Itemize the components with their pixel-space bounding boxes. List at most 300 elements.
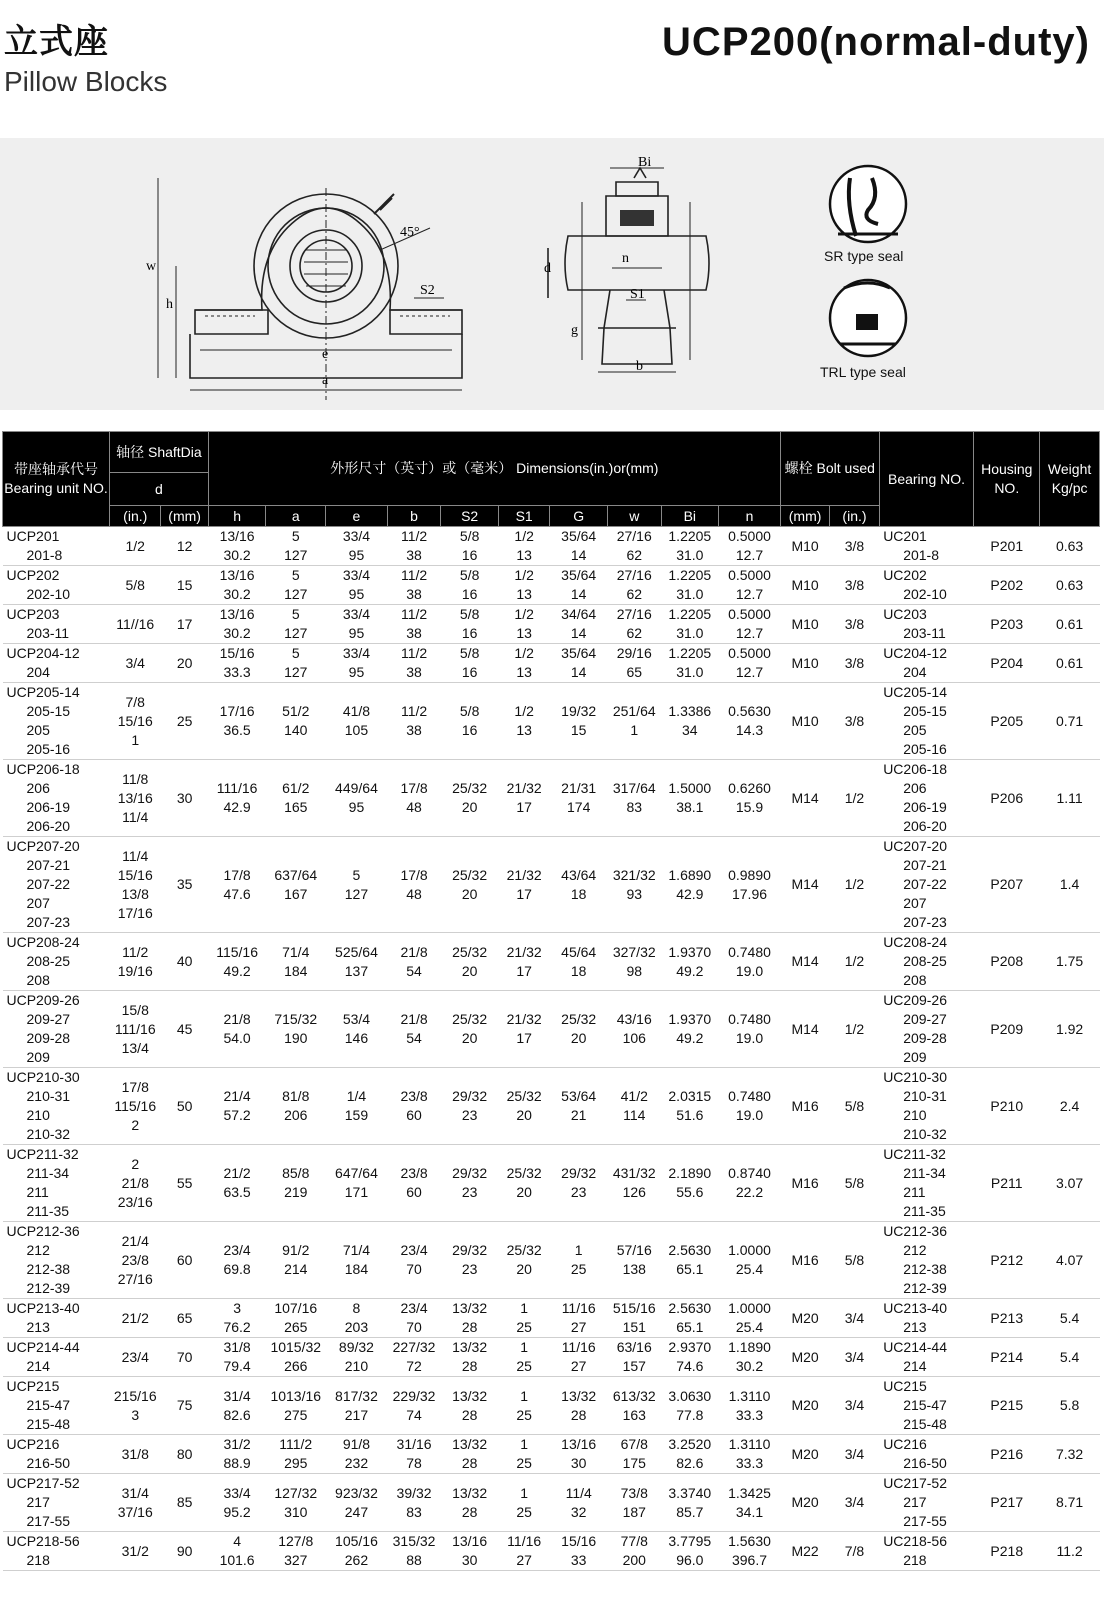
cell-line: 165	[284, 799, 308, 815]
dim-label-s1: S1	[630, 287, 645, 302]
dim-cell	[550, 683, 608, 760]
cell-line: M22	[791, 1542, 819, 1559]
cell-line: 38.1	[676, 799, 704, 815]
trl-seal-icon	[830, 280, 906, 356]
bolt-mm-cell	[780, 991, 829, 1068]
bolt-mm-cell	[780, 527, 829, 566]
cell-line: 1.2205	[668, 645, 712, 661]
header-bolt-in: (in.)	[830, 506, 879, 527]
cell-line: 33	[570, 1552, 587, 1568]
shaft-mm-cell	[161, 566, 208, 605]
cell-line: 43/16	[616, 1011, 652, 1027]
dim-cell	[441, 1145, 499, 1222]
housing-no-cell	[974, 527, 1040, 566]
cell-line: 30.2	[223, 625, 251, 641]
cell-line: 76.2	[223, 1319, 251, 1335]
cell-line: 174	[567, 799, 591, 815]
unit-no-cell	[3, 1377, 110, 1435]
dim-cell	[326, 1145, 388, 1222]
cell-line: 33/4	[342, 606, 371, 622]
cell-line: UCP207-20	[6, 838, 80, 854]
cell-line: 48	[406, 799, 422, 815]
cell-line: 211	[903, 1184, 926, 1200]
cell-line: 25/32	[506, 1165, 542, 1181]
cell-line: 16	[461, 586, 478, 602]
cell-line: 2.5630	[668, 1300, 712, 1316]
header-dim-w: w	[608, 506, 662, 527]
cell-line: 1	[630, 722, 639, 738]
dim-cell	[608, 527, 662, 566]
dim-cell	[441, 1435, 499, 1474]
cell-line: 23/4	[223, 1242, 251, 1258]
dim-cell	[266, 1145, 326, 1222]
header-shaft-in: (in.)	[110, 506, 161, 527]
shaft-in-cell	[110, 1338, 161, 1377]
cell-line: 31/2	[223, 1436, 251, 1452]
cell-line: 215-47	[903, 1397, 947, 1413]
dim-cell	[326, 683, 388, 760]
cell-line: 5/8	[459, 528, 480, 544]
dim-cell	[498, 837, 549, 933]
cell-line: 75	[176, 1397, 193, 1413]
dim-cell	[266, 991, 326, 1068]
cell-line: 60	[406, 1107, 422, 1123]
cell-line: 23	[461, 1184, 478, 1200]
dim-label-s2: S2	[420, 283, 435, 298]
dim-cell	[387, 1474, 441, 1532]
cell-line: 1.1890	[728, 1339, 771, 1355]
bearing-no-cell	[879, 1068, 974, 1145]
cell-line: 184	[284, 962, 308, 979]
cell-line: UCP213-40	[6, 1300, 80, 1316]
dim-cell	[550, 1145, 608, 1222]
spec-table-body	[3, 527, 1100, 1571]
cell-line: 317/64	[612, 780, 656, 796]
cell-line: 25	[516, 1455, 532, 1471]
cell-line: 923/32	[335, 1484, 378, 1501]
cell-line: 217-55	[903, 1513, 947, 1529]
cell-line: 33.3	[223, 664, 251, 680]
cell-line: 205-15	[903, 703, 947, 719]
housing-no-cell	[974, 933, 1040, 991]
unit-no-cell	[3, 683, 110, 760]
dim-cell	[387, 933, 441, 991]
cell-line: 48	[406, 885, 422, 902]
dim-cell	[208, 1474, 266, 1532]
cell-line: UC210-30	[883, 1069, 948, 1085]
cell-line: 216-50	[903, 1455, 947, 1471]
cell-line: 23	[461, 1261, 478, 1277]
header-bolt-used: 螺栓 Bolt used	[780, 432, 879, 506]
unit-no-cell	[3, 760, 110, 837]
cell-line: 275	[284, 1406, 308, 1423]
cell-line: P205	[990, 712, 1024, 729]
dim-cell	[608, 644, 662, 683]
cell-line: 15/16	[117, 866, 153, 883]
cell-line: 28	[461, 1319, 478, 1335]
cell-line: 1/2	[844, 876, 865, 892]
cell-line: 57.2	[223, 1107, 251, 1123]
dim-cell	[719, 991, 781, 1068]
bolt-in-cell	[830, 644, 879, 683]
dim-cell	[550, 991, 608, 1068]
cell-line: 209-27	[903, 1011, 947, 1027]
cell-line: 5/8	[844, 1251, 865, 1268]
dim-cell	[608, 1338, 662, 1377]
cell-line: 21/8	[121, 1174, 149, 1191]
cell-line: M10	[791, 712, 819, 729]
cell-line: 15/8	[121, 1001, 149, 1018]
cell-line: 0.7480	[728, 1011, 771, 1027]
cell-line: 12.7	[735, 586, 764, 602]
page-title-cn: 立式座	[4, 22, 109, 62]
cell-line: 54	[406, 1030, 422, 1046]
dim-cell	[498, 1435, 549, 1474]
bolt-mm-cell	[780, 1299, 829, 1338]
cell-line: 11/16	[507, 1533, 542, 1549]
dim-cell	[608, 991, 662, 1068]
cell-line: P216	[990, 1445, 1024, 1462]
shaft-mm-cell	[161, 837, 208, 933]
bolt-mm-cell	[780, 683, 829, 760]
unit-no-cell	[3, 527, 110, 566]
unit-no-cell	[3, 1435, 110, 1474]
cell-line: 20	[461, 1030, 478, 1046]
cell-line: 19.0	[735, 962, 764, 979]
weight-cell	[1040, 566, 1100, 605]
cell-line: 207-22	[26, 876, 71, 892]
cell-line: 396.7	[731, 1552, 768, 1568]
cell-line: 63.5	[223, 1184, 251, 1200]
cell-line: 1	[520, 1339, 529, 1355]
cell-line: 33/4	[342, 528, 371, 544]
cell-line: 38	[406, 547, 422, 563]
cell-line: 207-23	[903, 914, 947, 930]
trl-seal-label: TRL type seal	[820, 364, 906, 380]
cell-line: 203-11	[903, 625, 946, 641]
dim-cell	[550, 1474, 608, 1532]
cell-line: 54.0	[223, 1030, 251, 1046]
cell-line: 25/32	[452, 943, 488, 960]
cell-line: 1	[520, 1436, 529, 1452]
cell-line: 1.2205	[668, 606, 712, 622]
cell-line: 205-16	[903, 741, 947, 757]
shaft-in-cell	[110, 1532, 161, 1571]
cell-line: 327	[284, 1552, 308, 1568]
cell-line: 29/32	[561, 1165, 597, 1181]
dim-cell	[719, 644, 781, 683]
cell-line: 11/2	[122, 943, 149, 960]
cell-line: 21/32	[506, 943, 542, 960]
dim-label-angle: 45°	[400, 225, 420, 240]
cell-line: 89/32	[338, 1339, 374, 1355]
cell-line: UC209-26	[883, 992, 948, 1008]
cell-line: 33/4	[342, 645, 371, 661]
cell-line: 38	[406, 664, 422, 680]
cell-line: 13/32	[452, 1387, 488, 1404]
cell-line: 1015/32	[270, 1339, 322, 1355]
bearing-no-cell	[879, 1435, 974, 1474]
housing-no-cell	[974, 760, 1040, 837]
cell-line: 21/32	[506, 1011, 542, 1027]
cell-line: 31/8	[223, 1339, 251, 1355]
cell-line: 38	[406, 586, 422, 602]
cell-line: 13/16	[117, 789, 153, 806]
cell-line: 13	[516, 547, 532, 563]
cell-line: 1.0000	[728, 1242, 771, 1258]
dim-cell	[661, 933, 719, 991]
cell-line: M10	[791, 576, 819, 593]
cell-line: 637/64	[274, 866, 318, 883]
dim-cell	[498, 1377, 549, 1435]
cell-line: 2.4	[1059, 1097, 1080, 1114]
dim-cell	[608, 1222, 662, 1299]
cell-line: 14	[570, 625, 587, 641]
cell-line: 25/32	[452, 780, 488, 796]
cell-line: 171	[344, 1184, 369, 1200]
table-row	[3, 760, 1100, 837]
cell-line: 431/32	[612, 1165, 656, 1181]
cell-line: 217	[903, 1494, 927, 1510]
cell-line: 28	[461, 1358, 478, 1374]
dim-cell	[608, 837, 662, 933]
cell-line: 5.4	[1059, 1309, 1080, 1326]
dim-cell	[326, 644, 388, 683]
cell-line: 14	[570, 586, 587, 602]
cell-line: 13/32	[452, 1300, 488, 1316]
cell-line: 74	[406, 1406, 422, 1423]
shaft-mm-cell	[161, 527, 208, 566]
sr-seal-label: SR type seal	[824, 248, 904, 264]
cell-line: 127	[284, 625, 308, 641]
header-dim-h: h	[208, 506, 266, 527]
cell-line: UCP212-36	[6, 1223, 80, 1239]
dim-cell	[661, 760, 719, 837]
shaft-mm-cell	[161, 991, 208, 1068]
cell-line: 20	[461, 885, 478, 902]
cell-line: 11/4	[122, 808, 149, 825]
cell-line: 1/2	[125, 537, 145, 554]
dim-cell	[550, 527, 608, 566]
cell-line: 127/32	[274, 1484, 318, 1501]
cell-line: 12.7	[735, 547, 764, 563]
cell-line: 210	[903, 1107, 927, 1123]
dim-label-b: b	[636, 359, 643, 374]
dim-cell	[608, 1068, 662, 1145]
bearing-no-cell	[879, 683, 974, 760]
bolt-in-cell	[830, 1377, 879, 1435]
cell-line: 167	[284, 885, 308, 902]
bolt-mm-cell	[780, 1474, 829, 1532]
cell-line: 211	[26, 1184, 49, 1200]
shaft-in-cell	[110, 683, 161, 760]
table-row	[3, 605, 1100, 644]
cell-line: 209	[903, 1049, 927, 1065]
table-row	[3, 1474, 1100, 1532]
dim-cell	[608, 1377, 662, 1435]
cell-line: 1.75	[1055, 953, 1084, 969]
cell-line: 3.3740	[668, 1484, 712, 1501]
dim-cell	[550, 1435, 608, 1474]
cell-line: 25/32	[506, 1088, 542, 1104]
cell-line: 212-38	[903, 1261, 947, 1277]
cell-line: 5/8	[459, 606, 480, 622]
cell-line: 95	[348, 547, 365, 563]
dim-cell	[661, 605, 719, 644]
table-row	[3, 1222, 1100, 1299]
dim-cell	[550, 837, 608, 933]
cell-line: 27/16	[616, 567, 652, 583]
cell-line: 15/16	[117, 712, 153, 729]
shaft-in-cell	[110, 1435, 161, 1474]
dim-cell	[608, 933, 662, 991]
dim-cell	[266, 933, 326, 991]
dim-cell	[441, 1068, 499, 1145]
bolt-mm-cell	[780, 605, 829, 644]
unit-no-cell	[3, 1068, 110, 1145]
housing-no-cell	[974, 605, 1040, 644]
dim-label-h: h	[166, 297, 173, 312]
cell-line: 13/8	[121, 885, 149, 902]
dim-cell	[387, 566, 441, 605]
cell-line: 310	[284, 1503, 308, 1520]
cell-line: 17	[516, 885, 532, 902]
cell-line: 209-28	[26, 1030, 71, 1046]
cell-line: P212	[990, 1251, 1024, 1268]
cell-line: 21	[570, 1107, 587, 1123]
dim-cell	[719, 605, 781, 644]
cell-line: 23	[461, 1107, 478, 1123]
dim-label-g: g	[571, 323, 578, 338]
bearing-no-cell	[879, 1299, 974, 1338]
cell-line: 213	[903, 1319, 927, 1335]
cell-line: 1.2205	[668, 528, 712, 544]
dim-cell	[266, 1299, 326, 1338]
dim-cell	[498, 1145, 549, 1222]
bearing-no-cell	[879, 644, 974, 683]
cell-line: 21/4	[121, 1232, 149, 1249]
cell-line: 227/32	[392, 1339, 436, 1355]
dim-cell	[719, 837, 781, 933]
cell-line: 23/8	[400, 1088, 428, 1104]
dim-cell	[498, 1474, 549, 1532]
dim-cell	[266, 1338, 326, 1377]
housing-no-cell	[974, 1377, 1040, 1435]
cell-line: 5/8	[844, 1174, 865, 1191]
cell-line: 11/4	[122, 847, 149, 864]
cell-line: UCP216	[6, 1436, 60, 1452]
dim-cell	[387, 837, 441, 933]
cell-line: 229/32	[392, 1387, 436, 1404]
cell-line: P213	[990, 1309, 1024, 1326]
cell-line: 31.0	[676, 625, 704, 641]
cell-line: 205	[903, 722, 927, 738]
cell-line: 206-20	[903, 818, 947, 834]
header-dim-e: e	[326, 506, 388, 527]
cell-line: 96.0	[676, 1552, 704, 1568]
cell-line: 212-38	[26, 1261, 71, 1277]
cell-line: 210-32	[903, 1126, 947, 1142]
unit-no-cell	[3, 566, 110, 605]
cell-line: 25	[516, 1503, 532, 1520]
dim-cell	[550, 1068, 608, 1145]
cell-line: 214	[26, 1358, 50, 1374]
bolt-mm-cell	[780, 566, 829, 605]
cell-line: 11.2	[1056, 1542, 1083, 1559]
cell-line: 61/2	[282, 780, 310, 796]
cell-line: 3.7795	[668, 1533, 712, 1549]
bearing-no-cell	[879, 1532, 974, 1571]
cell-line: 54	[406, 962, 422, 979]
cell-line: 206	[903, 780, 927, 796]
dim-cell	[266, 1532, 326, 1571]
cell-line: 33.3	[735, 1455, 764, 1471]
dim-cell	[326, 1474, 388, 1532]
cell-line: 42.9	[223, 799, 251, 815]
cell-line: 25	[516, 1358, 532, 1374]
spec-table	[2, 431, 1100, 1571]
cell-line: 4	[233, 1533, 241, 1549]
cell-line: 31.0	[676, 586, 704, 602]
cell-line: 53/4	[342, 1011, 371, 1027]
cell-line: 3/4	[844, 1397, 865, 1413]
cell-line: 27/16	[616, 606, 652, 622]
cell-line: 25.4	[735, 1261, 764, 1277]
cell-line: 60	[176, 1251, 193, 1268]
shaft-mm-cell	[161, 683, 208, 760]
cell-line: 3/4	[125, 654, 145, 671]
shaft-mm-cell	[161, 1474, 208, 1532]
cell-line: 17/8	[400, 866, 428, 883]
cell-line: 0.5000	[728, 606, 771, 622]
cell-line: 17	[516, 799, 532, 815]
cell-line: P217	[990, 1494, 1024, 1510]
cell-line: 212-39	[26, 1280, 71, 1296]
dim-cell	[719, 527, 781, 566]
cell-line: 33/4	[342, 567, 371, 583]
dim-cell	[661, 1145, 719, 1222]
cell-line: 49.2	[223, 962, 251, 979]
cell-line: 5/8	[459, 567, 480, 583]
bolt-mm-cell	[780, 1435, 829, 1474]
weight-cell	[1040, 527, 1100, 566]
cell-line: 206-19	[903, 799, 947, 815]
cell-line: 262	[344, 1552, 369, 1568]
cell-line: P206	[990, 789, 1024, 806]
dim-cell	[266, 527, 326, 566]
shaft-in-cell	[110, 1222, 161, 1299]
dim-cell	[326, 566, 388, 605]
cell-line: 0.5630	[728, 703, 771, 719]
header-shaft-d: d	[110, 473, 209, 506]
dim-cell	[498, 1299, 549, 1338]
cell-line: M10	[791, 615, 819, 632]
dim-cell	[550, 1377, 608, 1435]
cell-line: 1/2	[514, 703, 534, 719]
cell-line: 23/8	[121, 1251, 149, 1268]
cell-line: 0.63	[1055, 576, 1084, 593]
table-row	[3, 1299, 1100, 1338]
dim-cell	[498, 933, 549, 991]
cell-line: 28	[461, 1455, 478, 1471]
cell-line: 51/2	[282, 703, 310, 719]
shaft-in-cell	[110, 644, 161, 683]
dim-cell	[441, 1532, 499, 1571]
cell-line: 14	[570, 664, 587, 680]
cell-line: 31.0	[676, 547, 704, 563]
cell-line: 23/4	[121, 1348, 149, 1365]
dim-cell	[550, 933, 608, 991]
